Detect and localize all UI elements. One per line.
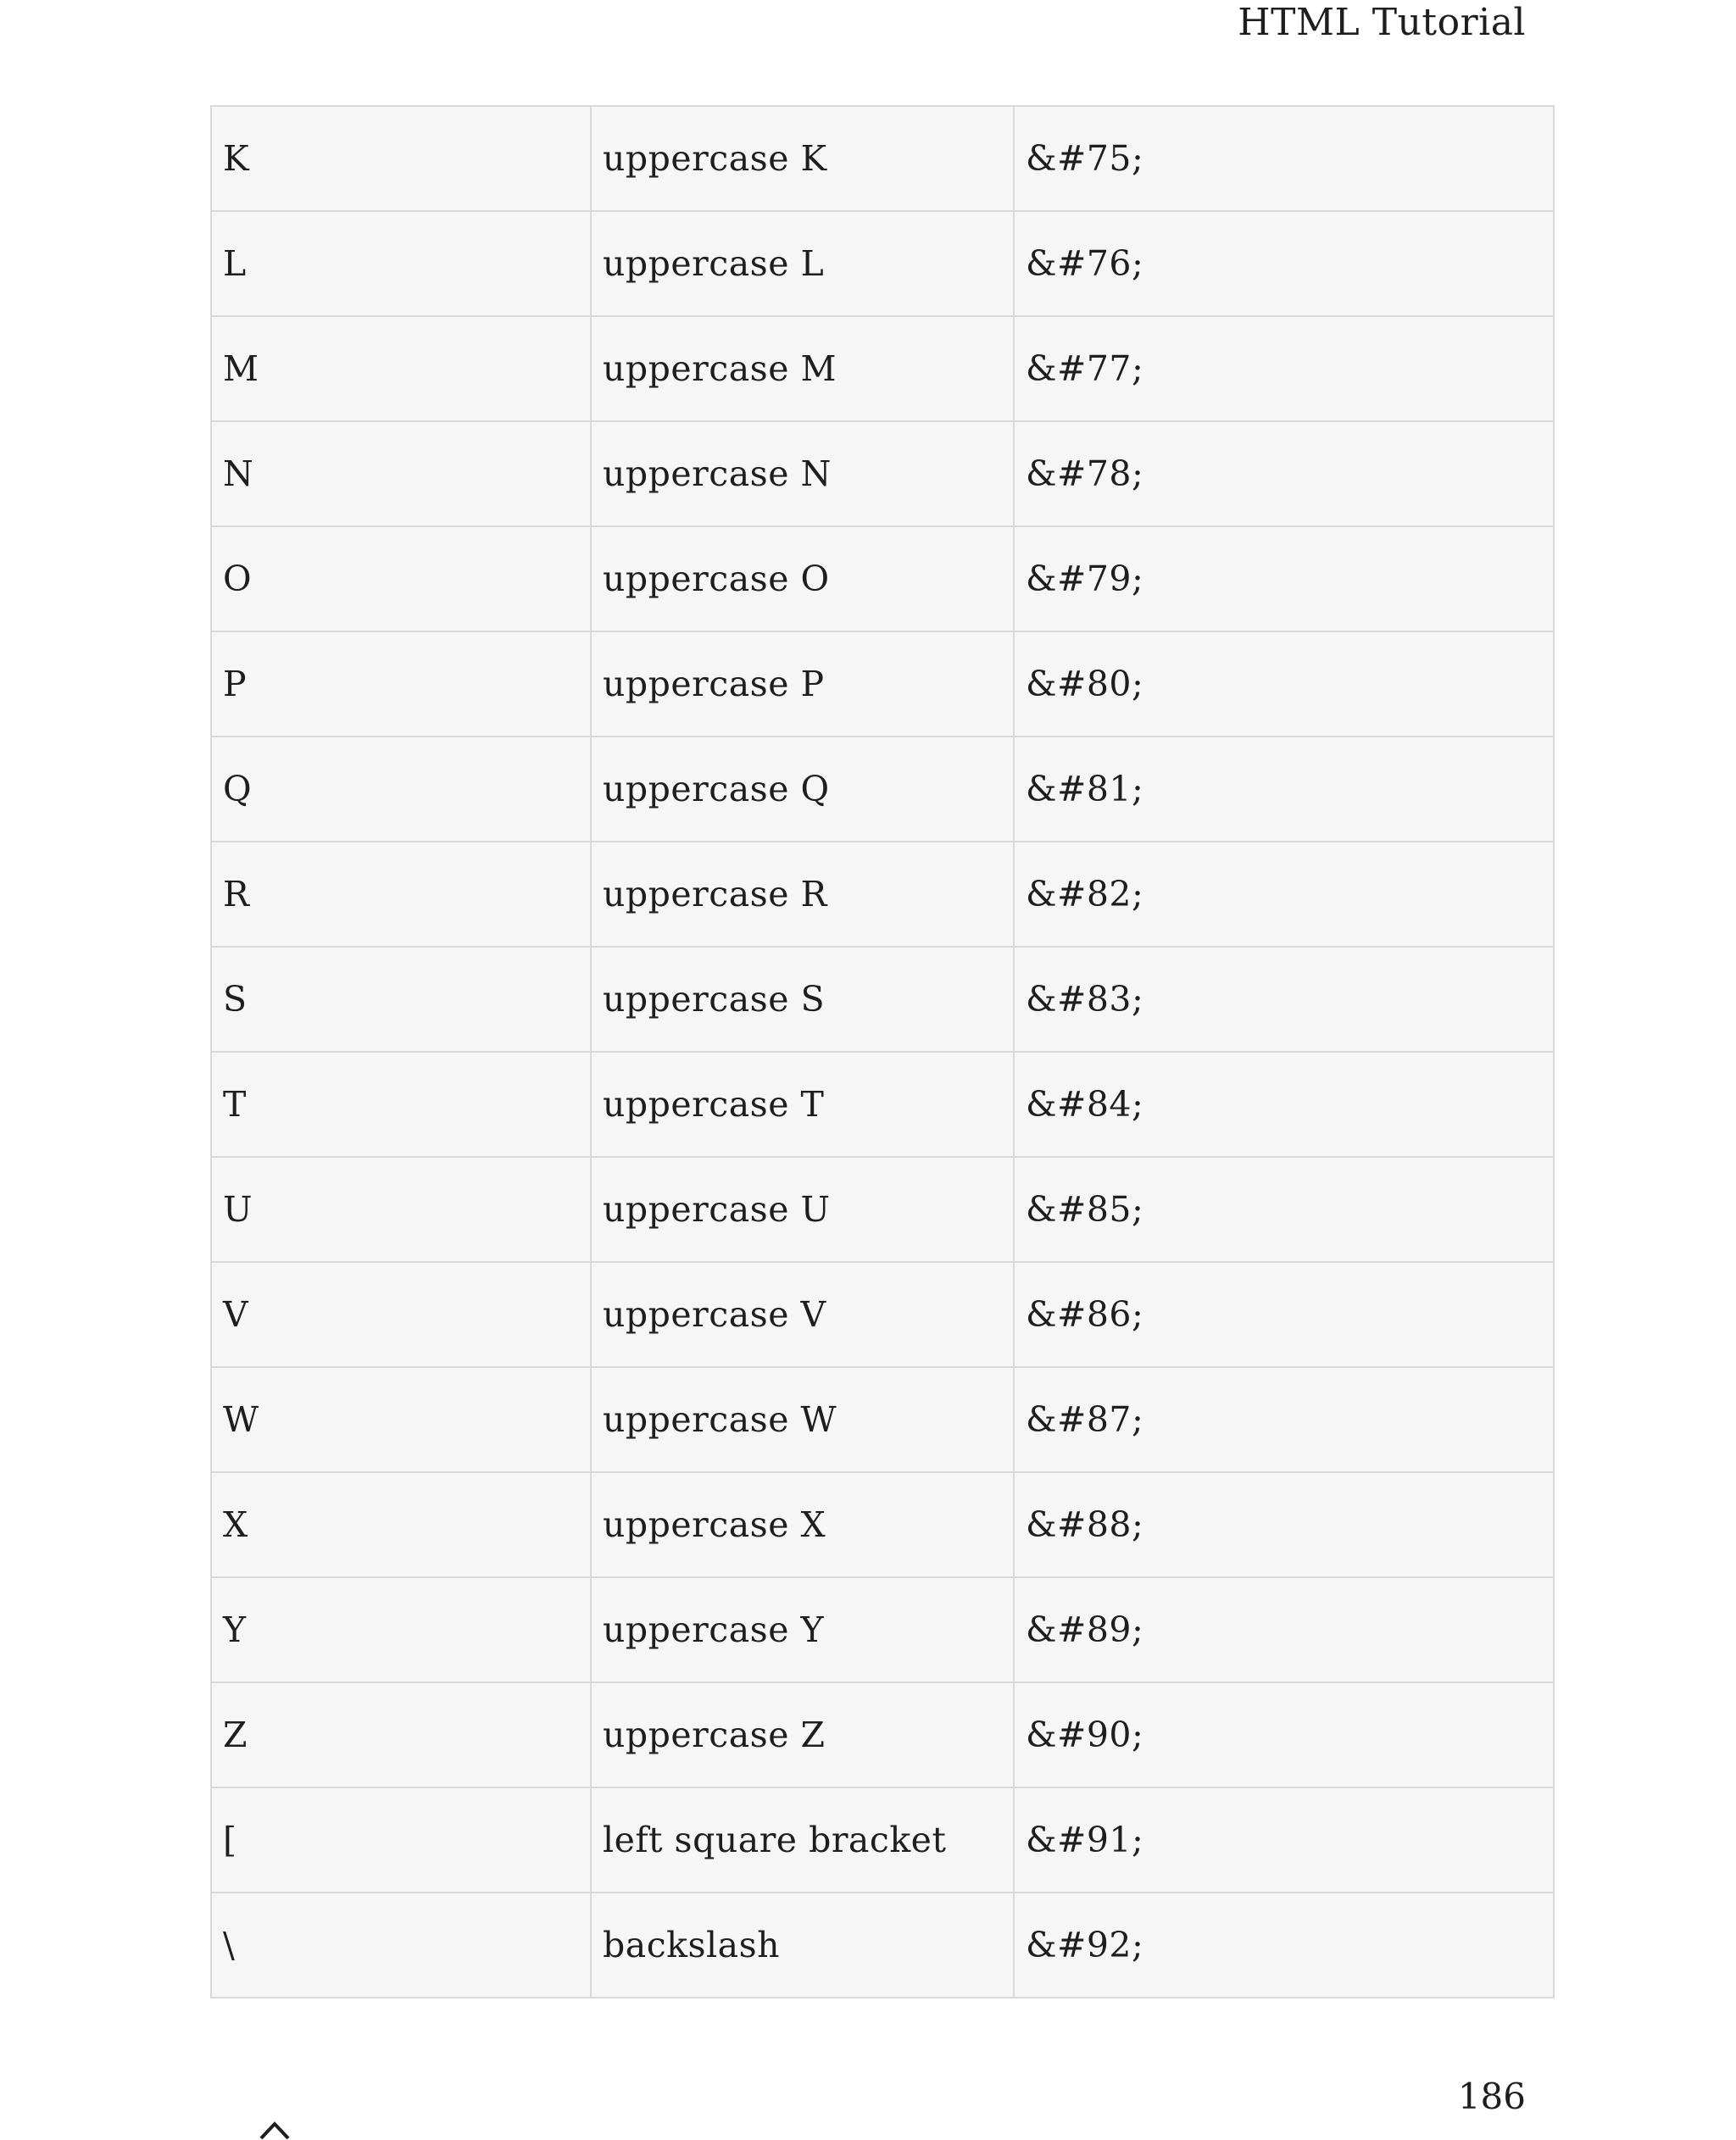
character-cell: O — [211, 526, 591, 631]
description-cell: uppercase W — [591, 1367, 1014, 1472]
description-cell: uppercase X — [591, 1472, 1014, 1577]
entity-code-cell: &#91; — [1014, 1787, 1554, 1893]
description-cell: uppercase L — [591, 211, 1014, 316]
entity-code-cell: &#76; — [1014, 211, 1554, 316]
entity-code-cell: &#89; — [1014, 1577, 1554, 1682]
character-cell: Z — [211, 1682, 591, 1787]
description-cell: uppercase N — [591, 421, 1014, 526]
table-row — [211, 1262, 1554, 1367]
table-row — [211, 736, 1554, 842]
entity-code-cell: &#79; — [1014, 526, 1554, 631]
character-cell: W — [211, 1367, 591, 1472]
table-row — [211, 1367, 1554, 1472]
entity-code-cell: &#83; — [1014, 947, 1554, 1052]
table-row — [211, 1893, 1554, 1998]
entity-code-cell: &#90; — [1014, 1682, 1554, 1787]
description-cell: uppercase Q — [591, 736, 1014, 842]
description-cell: uppercase T — [591, 1052, 1014, 1157]
description-cell: uppercase R — [591, 842, 1014, 947]
character-cell: N — [211, 421, 591, 526]
table-row — [211, 1157, 1554, 1262]
entity-code-cell: &#92; — [1014, 1893, 1554, 1998]
character-cell: K — [211, 106, 591, 211]
description-cell: uppercase V — [591, 1262, 1014, 1367]
description-cell: uppercase U — [591, 1157, 1014, 1262]
entity-code-cell: &#84; — [1014, 1052, 1554, 1157]
table-row — [211, 211, 1554, 316]
table-row — [211, 526, 1554, 631]
table-row — [211, 1787, 1554, 1893]
character-cell: L — [211, 211, 591, 316]
description-cell: uppercase Y — [591, 1577, 1014, 1682]
table-row — [211, 631, 1554, 736]
entity-code-cell: &#82; — [1014, 842, 1554, 947]
character-cell: [ — [211, 1787, 591, 1893]
table-row — [211, 947, 1554, 1052]
entity-code-cell: &#81; — [1014, 736, 1554, 842]
character-cell: Q — [211, 736, 591, 842]
character-cell: U — [211, 1157, 591, 1262]
table-row — [211, 1682, 1554, 1787]
entity-code-cell: &#85; — [1014, 1157, 1554, 1262]
character-cell: X — [211, 1472, 591, 1577]
entity-code-cell: &#80; — [1014, 631, 1554, 736]
entity-code-cell: &#87; — [1014, 1367, 1554, 1472]
entity-code-cell: &#77; — [1014, 316, 1554, 421]
character-cell: V — [211, 1262, 591, 1367]
character-cell: Y — [211, 1577, 591, 1682]
table-row — [211, 842, 1554, 947]
entity-code-cell: &#75; — [1014, 106, 1554, 211]
description-cell: uppercase M — [591, 316, 1014, 421]
character-cell: P — [211, 631, 591, 736]
page-number: 186 — [1457, 2076, 1526, 2117]
table-row — [211, 1472, 1554, 1577]
description-cell: left square bracket — [591, 1787, 1014, 1893]
running-header: HTML Tutorial — [1238, 1, 1526, 44]
entity-code-cell: &#86; — [1014, 1262, 1554, 1367]
character-cell: S — [211, 947, 591, 1052]
description-cell: uppercase K — [591, 106, 1014, 211]
description-cell: uppercase P — [591, 631, 1014, 736]
entity-code-cell: &#78; — [1014, 421, 1554, 526]
character-cell: R — [211, 842, 591, 947]
table-row — [211, 316, 1554, 421]
description-cell: uppercase S — [591, 947, 1014, 1052]
description-cell: uppercase Z — [591, 1682, 1014, 1787]
logo-chevron-icon — [258, 2119, 292, 2140]
character-cell: M — [211, 316, 591, 421]
character-reference-table — [210, 105, 1555, 1998]
table-row — [211, 106, 1554, 211]
character-cell: \ — [211, 1893, 591, 1998]
entity-code-cell: &#88; — [1014, 1472, 1554, 1577]
description-cell: backslash — [591, 1893, 1014, 1998]
character-cell: T — [211, 1052, 591, 1157]
description-cell: uppercase O — [591, 526, 1014, 631]
table-row — [211, 1052, 1554, 1157]
table-row — [211, 1577, 1554, 1682]
table-row — [211, 421, 1554, 526]
